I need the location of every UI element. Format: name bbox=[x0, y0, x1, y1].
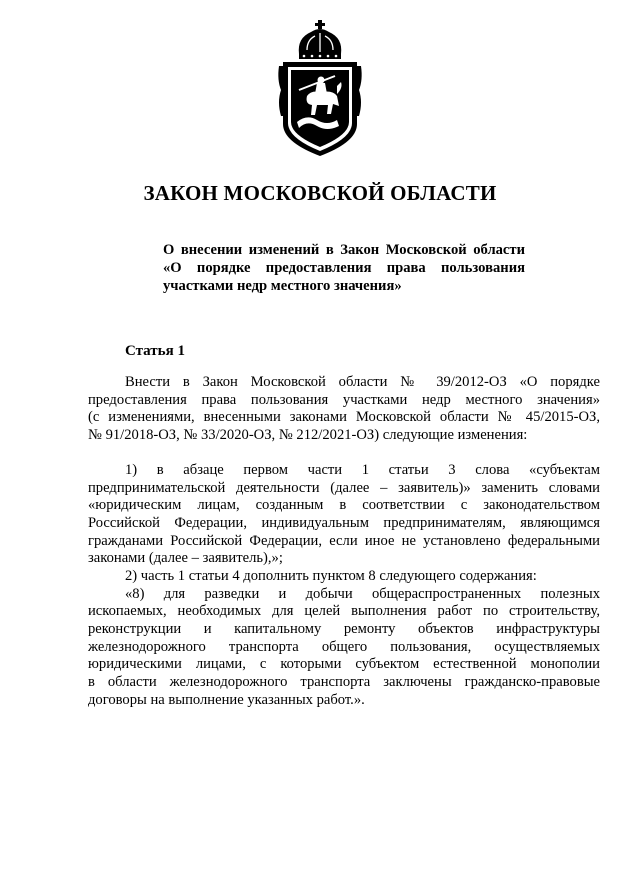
text-line: Внести в Закон Московской области № 39/2012-ОЗ «О порядке bbox=[125, 374, 600, 390]
text-line: предпринимательской деятельности (далее – заявитель)» заменить словами bbox=[88, 479, 600, 496]
subject-line: О внесении изменений в Закон Московской области bbox=[163, 242, 525, 258]
article-heading: Статья 1 bbox=[125, 343, 185, 359]
text-line: (с изменениями, внесенными законами Московской области № 45/2015-ОЗ, bbox=[88, 409, 600, 426]
amendment-item-2 bbox=[88, 568, 600, 710]
text-line: законами (далее – заявитель),»; bbox=[88, 550, 283, 567]
law-title: ЗАКОН МОСКОВСКОЙ ОБЛАСТИ bbox=[143, 181, 497, 205]
text-line: железнодорожного транспорта общего пользования, осуществляемых bbox=[88, 638, 600, 655]
text-line: реконструкции и капитальному ремонту объектов инфраструктуры bbox=[88, 621, 600, 638]
text-line: ископаемых, необходимых для целей выполнения работ по строительству, bbox=[88, 603, 600, 620]
text-line: юридическими лицами, с которыми субъектом естественной монополии bbox=[88, 656, 600, 673]
text-line: предоставления права пользования участками недр местного значения» bbox=[88, 391, 600, 408]
text-line: гражданами Российской Федерации, если иное не установлено федеральными bbox=[88, 532, 600, 549]
text-line: в области железнодорожного транспорта заключены гражданско-правовые bbox=[88, 674, 600, 691]
text-line: «8) для разведки и добычи общераспространенных полезных bbox=[125, 585, 600, 602]
text-line: 1) в абзаце первом части 1 статьи 3 слова «субъектам bbox=[125, 462, 600, 478]
text-line: Российской Федерации, индивидуальным предпринимателям, являющимся bbox=[88, 515, 600, 532]
amendment-item-1 bbox=[88, 462, 600, 568]
text-line: договоры на выполнение указанных работ.». bbox=[88, 691, 365, 708]
crown-icon bbox=[299, 20, 342, 59]
coat-of-arms-emblem bbox=[277, 20, 363, 158]
law-subject-title bbox=[163, 241, 525, 295]
subject-line: участками недр местного значения» bbox=[163, 278, 402, 294]
intro-paragraph bbox=[88, 374, 600, 445]
text-line: 2) часть 1 статьи 4 дополнить пунктом 8 следующего содержания: bbox=[125, 568, 537, 584]
text-line: № 91/2018-ОЗ, № 33/2020-ОЗ, № 212/2021-ОЗ) следующие изменения: bbox=[88, 427, 528, 444]
text-line: «юридическим лицам, созданным в соответствии с законодательством bbox=[88, 497, 600, 514]
subject-line: «О порядке предоставления права пользования bbox=[163, 260, 525, 276]
